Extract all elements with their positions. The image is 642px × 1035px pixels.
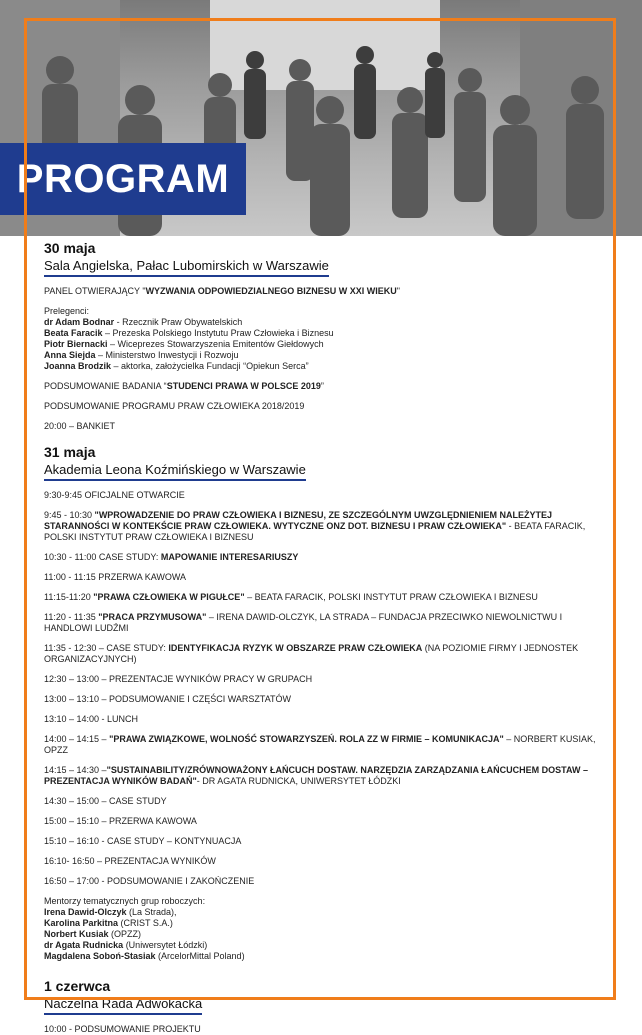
schedule-item: 13:10 – 14:00 - LUNCH xyxy=(44,714,139,724)
day-section xyxy=(44,240,600,432)
schedule-item: 11:15-11:20 "PRAWA CZŁOWIEKA W PIGUŁCE" – BEATA FARACIK, POLSKI INSTYTUT PRAW CZŁOWIEKA I BIZNESU xyxy=(44,592,538,602)
schedule-item: 12:30 – 13:00 – PREZENTACJE WYNIKÓW PRACY W GRUPACH xyxy=(44,674,313,684)
summary-item: PODSUMOWANIE BADANIA “STUDENCI PRAWA W POLSCE 2019” xyxy=(44,381,324,391)
page-title: PROGRAM xyxy=(16,156,230,201)
schedule-item: 15:00 – 15:10 – PRZERWA KAWOWA xyxy=(44,816,197,826)
mentor-row: Magdalena Soboń-Stasiak (ArcelorMittal Poland) xyxy=(44,951,245,961)
schedule-list xyxy=(44,490,600,896)
schedule-item: 9:30-9:45 OFICJALNE OTWARCIE xyxy=(44,490,185,500)
day-date: 30 maja xyxy=(44,240,96,256)
speaker-row: Anna Siejda – Ministerstwo Inwestycji i Rozwoju xyxy=(44,350,239,360)
day-section xyxy=(44,444,600,962)
speaker-row: Piotr Biernacki – Wiceprezes Stowarzyszenia Emitentów Giełdowych xyxy=(44,339,324,349)
summary-item: PODSUMOWANIE PROGRAMU PRAW CZŁOWIEKA 2018/2019 xyxy=(44,401,305,411)
mentor-row: Irena Dawid-Olczyk (La Strada), xyxy=(44,907,177,917)
day-venue: Naczelna Rada Adwokacka xyxy=(44,996,202,1015)
schedule-item: 13:00 – 13:10 – PODSUMOWANIE I CZĘŚCI WARSZTATÓW xyxy=(44,694,292,704)
banquet-item: 20:00 – BANKIET xyxy=(44,421,116,431)
schedule-item: 16:50 – 17:00 - PODSUMOWANIE I ZAKOŃCZENIE xyxy=(44,876,255,886)
day-venue: Sala Angielska, Pałac Lubomirskich w Warszawie xyxy=(44,258,329,277)
schedule-item: 11:20 - 11:35 "PRACA PRZYMUSOWA" – IRENA DAWID-OLCZYK, LA STRADA – FUNDACJA PRZECIWKO NIEWOLNICTWU I HANDLOWI LUDŹMI xyxy=(44,612,563,633)
program-content xyxy=(44,240,600,1035)
mentors-list xyxy=(44,907,600,962)
schedule-item: 10:00 - PODSUMOWANIE PROJEKTU xyxy=(44,1024,201,1034)
schedule-item: 14:15 – 14:30 –"SUSTAINABILITY/ZRÓWNOWAŻONY ŁAŃCUCH DOSTAW. NARZĘDZIA ZARZĄDZANIA ŁAŃCUCHEM DOSTAW – PREZENTACJA WYNIKÓW BADAŃ"- DR AGATA RUDNICKA, UNIWERSYTET ŁÓDZKI xyxy=(44,765,588,786)
mentor-row: Norbert Kusiak (OPZZ) xyxy=(44,929,142,939)
schedule-item: 14:00 – 14:15 – "PRAWA ZWIĄZKOWE, WOLNOŚĆ STOWARZYSZEŃ. ROLA ZZ W FIRMIE – KOMUNIKACJA" – NORBERT KUSIAK, OPZZ xyxy=(44,734,596,755)
schedule-item: 15:10 – 16:10 - CASE STUDY – KONTYNUACJA xyxy=(44,836,242,846)
schedule-item: 11:00 - 11:15 PRZERWA KAWOWA xyxy=(44,572,187,582)
schedule-item: 9:45 - 10:30 "WPROWADZENIE DO PRAW CZŁOWIEKA I BIZNESU, ZE SZCZEGÓLNYM UWZGLĘDNIENIEM NALEŻYTEJ STARANNOŚCI W KONTEKŚCIE PRAW CZŁOWIEKA. WYTYCZNE ONZ DOT. BIZNESU I PRAW CZŁOWIEKA" - BEATA FARACIK, POLSKI INSTYTUT PRAW CZŁOWIEKA I BIZNESU xyxy=(44,510,586,542)
mentors-label: Mentorzy tematycznych grup roboczych: xyxy=(44,896,206,906)
day-date: 1 czerwca xyxy=(44,978,111,994)
day-date: 31 maja xyxy=(44,444,96,460)
speaker-row: Joanna Brodzik – aktorka, założycielka Fundacji “Opiekun Serca” xyxy=(44,361,309,371)
schedule-item: 14:30 – 15:00 – CASE STUDY xyxy=(44,796,167,806)
panel-item: PANEL OTWIERAJĄCY "WYZWANIA ODPOWIEDZIALNEGO BIZNESU W XXI WIEKU" xyxy=(44,286,400,296)
schedule-item: 11:35 - 12:30 – CASE STUDY: IDENTYFIKACJA RYZYK W OBSZARZE PRAW CZŁOWIEKA (NA POZIOMIE FIRMY I JEDNOSTEK ORGANIZACYJNYCH) xyxy=(44,643,579,664)
schedule-item: 16:10- 16:50 – PREZENTACJA WYNIKÓW xyxy=(44,856,216,866)
day-venue: Akademia Leona Koźmińskiego w Warszawie xyxy=(44,462,306,481)
mentor-row: Karolina Parkitna (CRIST S.A.) xyxy=(44,918,173,928)
day-section xyxy=(44,978,600,1035)
schedule-item: 10:30 - 11:00 CASE STUDY: MAPOWANIE INTERESARIUSZY xyxy=(44,552,299,562)
mentor-row: dr Agata Rudnicka (Uniwersytet Łódzki) xyxy=(44,940,208,950)
speakers-list xyxy=(44,317,600,372)
speakers-label: Prelegenci: xyxy=(44,306,90,316)
speaker-row: Beata Faracik – Prezeska Polskiego Instytutu Praw Człowieka i Biznesu xyxy=(44,328,334,338)
program-banner xyxy=(0,143,246,215)
speaker-row: dr Adam Bodnar - Rzecznik Praw Obywatelskich xyxy=(44,317,243,327)
